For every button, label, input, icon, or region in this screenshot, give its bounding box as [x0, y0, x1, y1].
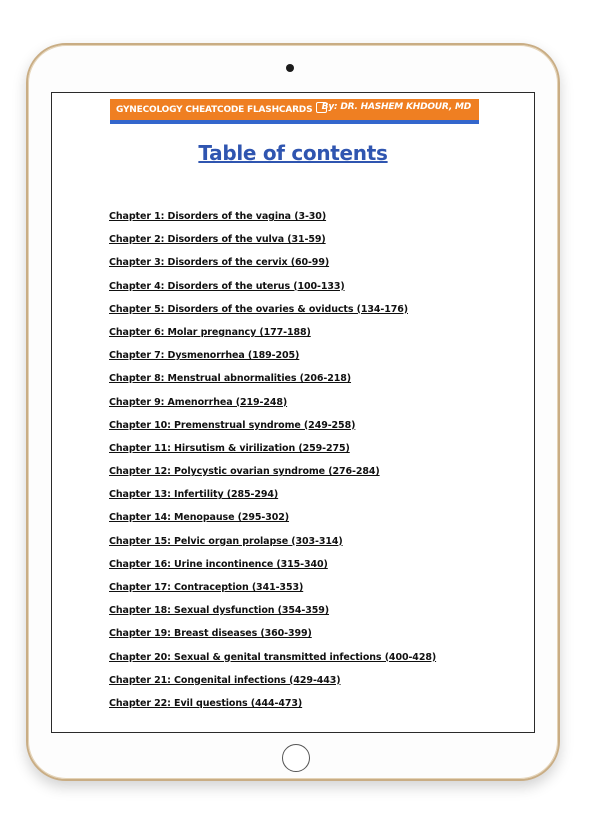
- toc-entry[interactable]: Chapter 2: Disorders of the vulva (31-59): [109, 234, 326, 246]
- toc-entry[interactable]: Chapter 15: Pelvic organ prolapse (303-314): [109, 535, 343, 547]
- toc-entry[interactable]: Chapter 5: Disorders of the ovaries & oviducts (134-176): [109, 303, 408, 315]
- toc-entry[interactable]: Chapter 9: Amenorrhea (219-248): [109, 396, 288, 408]
- page-header: [110, 99, 479, 120]
- toc-entry[interactable]: Chapter 19: Breast diseases (360-399): [109, 628, 312, 640]
- toc-entry[interactable]: Chapter 7: Dysmenorrhea (189-205): [109, 350, 300, 362]
- toc-entry[interactable]: Chapter 8: Menstrual abnormalities (206-218): [109, 373, 352, 385]
- toc-entry[interactable]: Chapter 20: Sexual & genital transmitted infections (400-428): [109, 651, 437, 663]
- toc-entry[interactable]: Chapter 14: Menopause (295-302): [109, 512, 290, 524]
- toc-entry[interactable]: Chapter 22: Evil questions (444-473): [109, 697, 303, 709]
- home-button[interactable]: [282, 744, 310, 772]
- toc-entry[interactable]: Chapter 16: Urine incontinence (315-340): [109, 558, 328, 570]
- toc-entry[interactable]: Chapter 10: Premenstrual syndrome (249-258): [109, 419, 356, 431]
- page-title: Table of contents: [198, 141, 388, 165]
- toc-entry[interactable]: Chapter 13: Infertility (285-294): [109, 489, 279, 501]
- toc-entry[interactable]: Chapter 12: Polycystic ovarian syndrome (276-284): [109, 466, 380, 478]
- toc-entry[interactable]: Chapter 6: Molar pregnancy (177-188): [109, 326, 311, 338]
- header-stripe: [110, 120, 479, 124]
- camera-icon: [286, 64, 294, 72]
- toc-entry[interactable]: Chapter 3: Disorders of the cervix (60-99): [109, 257, 330, 269]
- toc-entry[interactable]: Chapter 17: Contraception (341-353): [109, 582, 304, 593]
- table-of-contents: [109, 211, 436, 721]
- toc-entry[interactable]: Chapter 18: Sexual dysfunction (354-359): [109, 605, 330, 617]
- document-page: [51, 92, 535, 733]
- toc-entry[interactable]: Chapter 4: Disorders of the uterus (100-133): [109, 280, 345, 292]
- header-title: GYNECOLOGY CHEATCODE FLASHCARDS: [116, 102, 327, 115]
- toc-entry[interactable]: Chapter 11: Hirsutism & virilization (259-275): [109, 442, 350, 454]
- header-author: By: DR. HASHEM KHDOUR, MD: [321, 102, 471, 112]
- toc-entry[interactable]: Chapter 1: Disorders of the vagina (3-30): [109, 211, 327, 222]
- toc-entry[interactable]: Chapter 21: Congenital infections (429-443): [109, 674, 341, 686]
